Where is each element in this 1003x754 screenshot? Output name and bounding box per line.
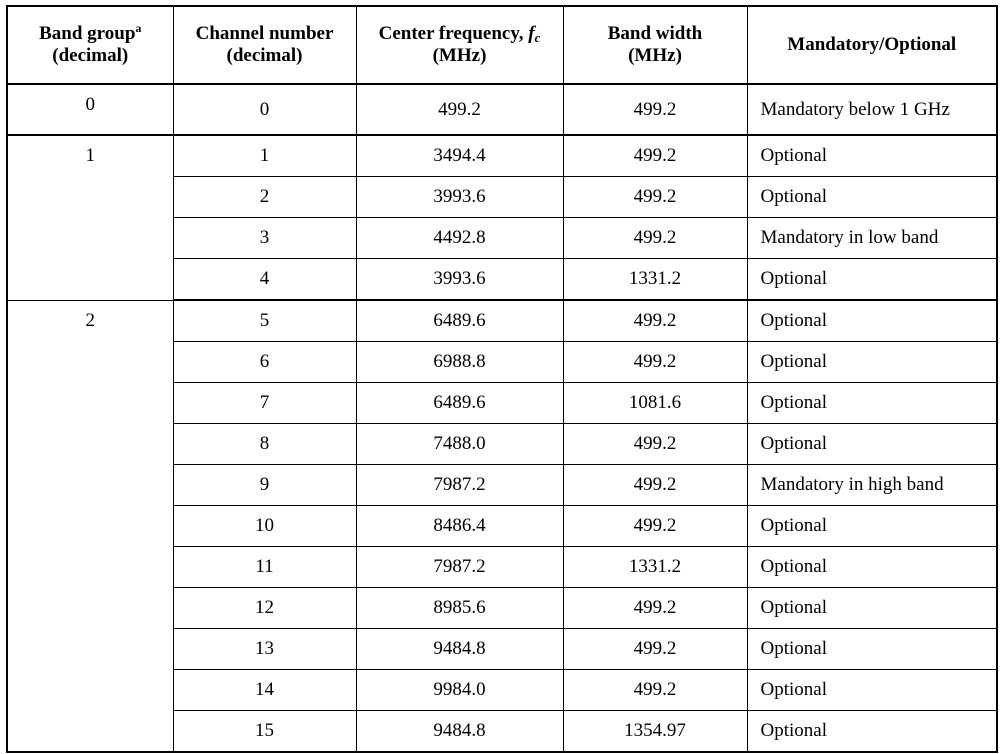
mandatory-optional-cell: Optional [747, 177, 997, 218]
band-width-cell: 1331.2 [563, 259, 747, 301]
band-group-cell: 2 [7, 300, 173, 752]
mandatory-optional-cell: Optional [747, 424, 997, 465]
center-frequency-cell: 3494.4 [356, 135, 563, 177]
center-frequency-cell: 3993.6 [356, 259, 563, 301]
center-frequency-cell: 499.2 [356, 84, 563, 135]
mandatory-optional-cell: Optional [747, 342, 997, 383]
band-width-cell: 499.2 [563, 588, 747, 629]
center-frequency-cell: 7987.2 [356, 465, 563, 506]
mandatory-optional-cell: Optional [747, 259, 997, 301]
uwb-channel-table [6, 5, 998, 753]
band-width-cell: 499.2 [563, 177, 747, 218]
channel-number-cell: 10 [173, 506, 356, 547]
band-width-cell: 499.2 [563, 465, 747, 506]
mandatory-optional-cell: Mandatory in low band [747, 218, 997, 259]
footnote-marker: a [135, 21, 142, 35]
center-frequency-cell: 7987.2 [356, 547, 563, 588]
band-width-cell: 499.2 [563, 84, 747, 135]
band-width-cell: 499.2 [563, 300, 747, 342]
band-width-cell: 499.2 [563, 424, 747, 465]
mandatory-optional-cell: Optional [747, 300, 997, 342]
band-group-cell: 1 [7, 135, 173, 300]
center-frequency-cell: 4492.8 [356, 218, 563, 259]
center-frequency-cell: 9984.0 [356, 670, 563, 711]
mandatory-optional-cell: Mandatory in high band [747, 465, 997, 506]
center-frequency-cell: 3993.6 [356, 177, 563, 218]
mandatory-optional-cell: Optional [747, 588, 997, 629]
channel-number-cell: 2 [173, 177, 356, 218]
channel-number-cell: 15 [173, 711, 356, 753]
channel-number-cell: 1 [173, 135, 356, 177]
center-frequency-cell: 9484.8 [356, 629, 563, 670]
table-row [7, 84, 997, 135]
header-band-group: Band group$^a$ (decimal) [7, 6, 173, 84]
header-center-frequency: Center frequency, $f_c$ (MHz) [356, 6, 563, 84]
band-width-cell: 1081.6 [563, 383, 747, 424]
center-frequency-cell: 8985.6 [356, 588, 563, 629]
mandatory-optional-cell: Optional [747, 383, 997, 424]
channel-number-cell: 11 [173, 547, 356, 588]
center-frequency-cell: 6489.6 [356, 383, 563, 424]
fc-symbol: $f_c$ [528, 23, 541, 45]
channel-number-cell: 8 [173, 424, 356, 465]
band-width-cell: 499.2 [563, 629, 747, 670]
channel-number-cell: 5 [173, 300, 356, 342]
channel-number-cell: 13 [173, 629, 356, 670]
band-width-cell: 1354.97 [563, 711, 747, 753]
channel-number-cell: 3 [173, 218, 356, 259]
channel-number-cell: 12 [173, 588, 356, 629]
band-width-cell: 499.2 [563, 135, 747, 177]
mandatory-optional-cell: Optional [747, 711, 997, 753]
mandatory-optional-cell: Optional [747, 506, 997, 547]
mandatory-optional-cell: Mandatory below 1 GHz [747, 84, 997, 135]
band-group-cell: 0 [7, 84, 173, 135]
mandatory-optional-cell: Optional [747, 670, 997, 711]
channel-number-cell: 9 [173, 465, 356, 506]
mandatory-optional-cell: Optional [747, 135, 997, 177]
center-frequency-cell: 7488.0 [356, 424, 563, 465]
center-frequency-cell: 9484.8 [356, 711, 563, 753]
table-body [7, 84, 997, 752]
band-width-cell: 499.2 [563, 218, 747, 259]
center-frequency-cell: 6988.8 [356, 342, 563, 383]
channel-number-cell: 4 [173, 259, 356, 301]
band-width-cell: 1331.2 [563, 547, 747, 588]
table-header-row [7, 6, 997, 84]
center-frequency-cell: 8486.4 [356, 506, 563, 547]
band-width-cell: 499.2 [563, 342, 747, 383]
table-row [7, 300, 997, 342]
channel-number-cell: 14 [173, 670, 356, 711]
header-band-width: Band width (MHz) [563, 6, 747, 84]
channel-number-cell: 6 [173, 342, 356, 383]
band-width-cell: 499.2 [563, 506, 747, 547]
channel-number-cell: 0 [173, 84, 356, 135]
mandatory-optional-cell: Optional [747, 547, 997, 588]
table-row [7, 135, 997, 177]
channel-number-cell: 7 [173, 383, 356, 424]
header-mandatory-optional: Mandatory/Optional [747, 6, 997, 84]
header-channel-number: Channel number (decimal) [173, 6, 356, 84]
mandatory-optional-cell: Optional [747, 629, 997, 670]
band-width-cell: 499.2 [563, 670, 747, 711]
center-frequency-cell: 6489.6 [356, 300, 563, 342]
